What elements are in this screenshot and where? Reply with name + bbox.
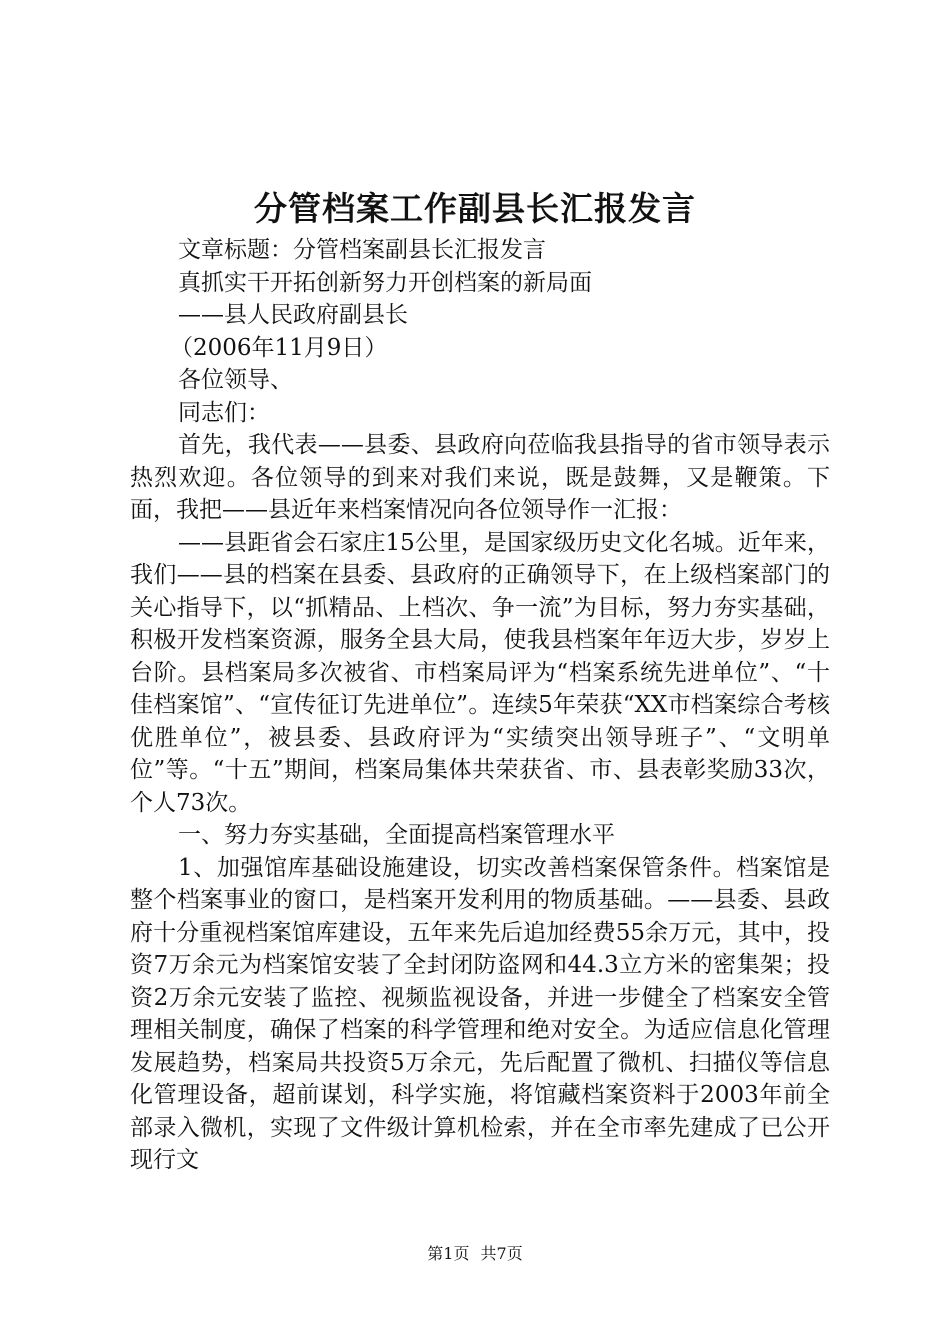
date-line: （2006年11月9日） [170,334,388,361]
document-body [130,234,830,1177]
body-paragraph-overview: ——县距省会石家庄15公里，是国家级历史文化名城。近年来，我们——县的档案在县委、县政府的正确领导下，在上级档案部门的关心指导下，以“抓精品、上档次、争一流”为目标，努力夯实基础，积极开发档案资源，服务全县大局，使我县档案年年迈大步，岁岁上台阶。县档案局多次被省、市档案局评为“档案系统先进单位”、“十佳档案馆”、“宣传征订先进单位”。连续5年荣获“XX市档案综合考核优胜单位”，被县委、县政府评为“实绩突出领导班子”、“文明单位”等。“十五”期间，档案局集体共荣获省、市、县表彰奖励33次，个人73次。 [130,529,830,816]
salutation-line-1: 各位领导、 [178,367,293,393]
speaker-line: ——县人民政府副县长 [178,302,408,328]
page-total: 共7页 [480,1244,523,1263]
body-paragraph-facilities: 1、加强馆库基础设施建设，切实改善档案保管条件。档案馆是整个档案事业的窗口，是档案开发利用的物质基础。——县委、县政府十分重视档案馆库建设，五年来先后追加经费55余万元，其中，投资7万余元为档案馆安装了全封闭防盗网和44.3立方米的密集架；投资2万余元安装了监控、视频监视设备，并进一步健全了档案安全管理相关制度，确保了档案的科学管理和绝对安全。为适应信息化管理发展趋势，档案局共投资5万余元，先后配置了微机、扫描仪等信息化管理设备，超前谋划，科学实施，将馆藏档案资料于2003年前全部录入微机，实现了文件级计算机检索，并在全市率先建成了已公开现行文 [130,854,830,1173]
body-paragraph-intro: 首先，我代表——县委、县政府向莅临我县指导的省市领导表示热烈欢迎。各位领导的到来对我们来说，既是鼓舞，又是鞭策。下面，我把——县近年来档案情况向各位领导作一汇报： [130,432,830,523]
page-number: 第1页 [427,1244,470,1263]
article-title-line: 文章标题：分管档案副县长汇报发言 [178,237,546,263]
subtitle-line: 真抓实干开拓创新努力开创档案的新局面 [178,269,592,296]
salutation-line-2: 同志们： [178,399,270,426]
section-heading-1: 一、努力夯实基础，全面提高档案管理水平 [178,822,615,848]
document-title: 分管档案工作副县长汇报发言 [254,189,696,228]
page-footer [0,1243,950,1265]
